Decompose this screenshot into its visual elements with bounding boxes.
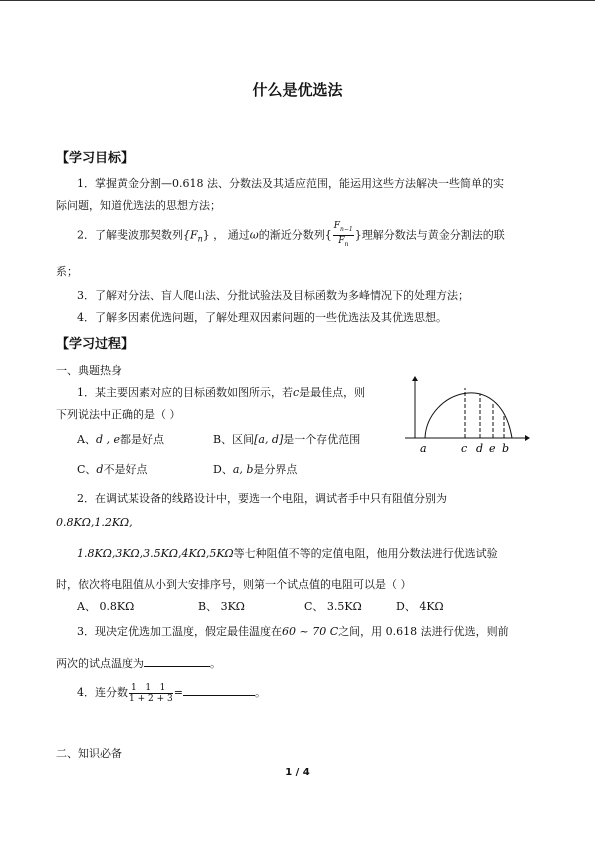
q2-line-2: 0.8KΩ,1.2KΩ, bbox=[56, 516, 133, 529]
ratio-fraction: $\frac{F_{n-1}}{F_n}$ bbox=[333, 221, 353, 248]
part-1-heading: 一、典题热身 bbox=[56, 364, 122, 377]
top-rule bbox=[0, 0, 595, 1]
q1-line-1: 1．某主要因素对应的目标函数如图所示，若c是最佳点，则 bbox=[77, 386, 366, 399]
q4-line: 4．连分数 $\frac{1 1 1}{1 + 2 + 3}$ = 。 bbox=[77, 682, 266, 704]
goal-1-line-1: 1．掌握黄金分割—0.618 法、分数法及其适应范围，能运用这些方法解决一些简单的实 bbox=[77, 177, 504, 190]
label-e: e bbox=[489, 442, 496, 455]
goal-1-line-2: 际问题，知道优选法的思想方法； bbox=[56, 199, 221, 212]
q2-option-a: A、 0.8KΩ bbox=[77, 600, 135, 613]
q3-line-1: 3．现决定优选加工温度，假定最佳温度在60 ~ 70 C之间，用 0.618 法进行优选，则前 bbox=[77, 625, 509, 638]
q2-line-1: 2．在调试某设备的线路设计中，要选一个电阻，调试者手中只有阻值分别为 bbox=[77, 492, 447, 505]
fibonacci-set-sub: n bbox=[197, 234, 203, 244]
goal-2-text-d: 理解分数法与黄金分割法的联 bbox=[361, 228, 505, 242]
goal-2-line-2: 系； bbox=[56, 265, 78, 278]
page-title: 什么是优选法 bbox=[252, 81, 343, 99]
q1-option-b: B、区间[a, d]是一个存优范围 bbox=[213, 433, 361, 446]
q4-answer-blank bbox=[183, 684, 255, 696]
goal-4: 4．了解多因素优选问题，了解处理双因素问题的一些优选法及其优选思想。 bbox=[77, 311, 447, 324]
y-axis-arrow bbox=[412, 376, 418, 381]
label-c: c bbox=[461, 442, 468, 455]
objective-function-figure bbox=[405, 376, 530, 458]
goal-3: 3．了解对分法、盲人爬山法、分批试验法及目标函数为多峰情况下的处理方法； bbox=[77, 289, 469, 302]
fibonacci-set-close: } bbox=[202, 228, 210, 242]
section-heading-process: 【学习过程】 bbox=[56, 337, 135, 352]
page-number: 1 / 4 bbox=[285, 767, 310, 778]
objective-curve bbox=[425, 393, 512, 438]
q1-option-a: A、d , e都是好点 bbox=[77, 433, 164, 446]
goal-2-text-c: 的渐近分数列 bbox=[258, 228, 325, 242]
q1-option-d: D、a, b是分界点 bbox=[213, 463, 298, 476]
goal-2-line-1: 2．了解斐波那契数列$\{F_n\}$ ， 通过ω的渐近分数列{ $\frac{F_{n-1}}{F_n}$ }理解分数法与黄金分割法的联 bbox=[77, 221, 505, 248]
q1-option-c: C、d不是好点 bbox=[77, 463, 148, 476]
q1-line-2: 下列说法中正确的是（ ） bbox=[56, 408, 181, 421]
label-d: d bbox=[476, 442, 484, 455]
q3-line-2: 两次的试点温度为 。 bbox=[56, 657, 221, 670]
q2-line-4: 时，依次将电阻值从小到大安排序号，则第一个试点值的电阻可以是（ ） bbox=[56, 578, 412, 591]
goal-2-text-b: ， 通过 bbox=[213, 228, 250, 242]
q2-option-d: D、 4KΩ bbox=[396, 600, 444, 613]
fibonacci-set-open: {F bbox=[183, 228, 198, 242]
part-2-heading: 二、知识必备 bbox=[56, 747, 122, 760]
x-axis-arrow bbox=[525, 435, 530, 441]
continued-fraction: $\frac{1 1 1}{1 + 2 + 3}$ bbox=[129, 682, 173, 704]
q2-line-3: 1.8KΩ,3KΩ,3.5KΩ,4KΩ,5KΩ等七种阻值不等的定值电阻，他用分数法进行优选试验 bbox=[77, 547, 498, 560]
omega-symbol: ω bbox=[249, 228, 259, 242]
label-b: b bbox=[502, 442, 510, 455]
section-heading-goals: 【学习目标】 bbox=[56, 151, 135, 166]
q2-option-b: B、 3KΩ bbox=[198, 600, 245, 613]
goal-2-text-a: 2．了解斐波那契数列 bbox=[77, 228, 183, 242]
label-a: a bbox=[420, 442, 427, 455]
q3-answer-blank bbox=[144, 655, 210, 667]
q2-option-c: C、 3.5KΩ bbox=[304, 600, 362, 613]
